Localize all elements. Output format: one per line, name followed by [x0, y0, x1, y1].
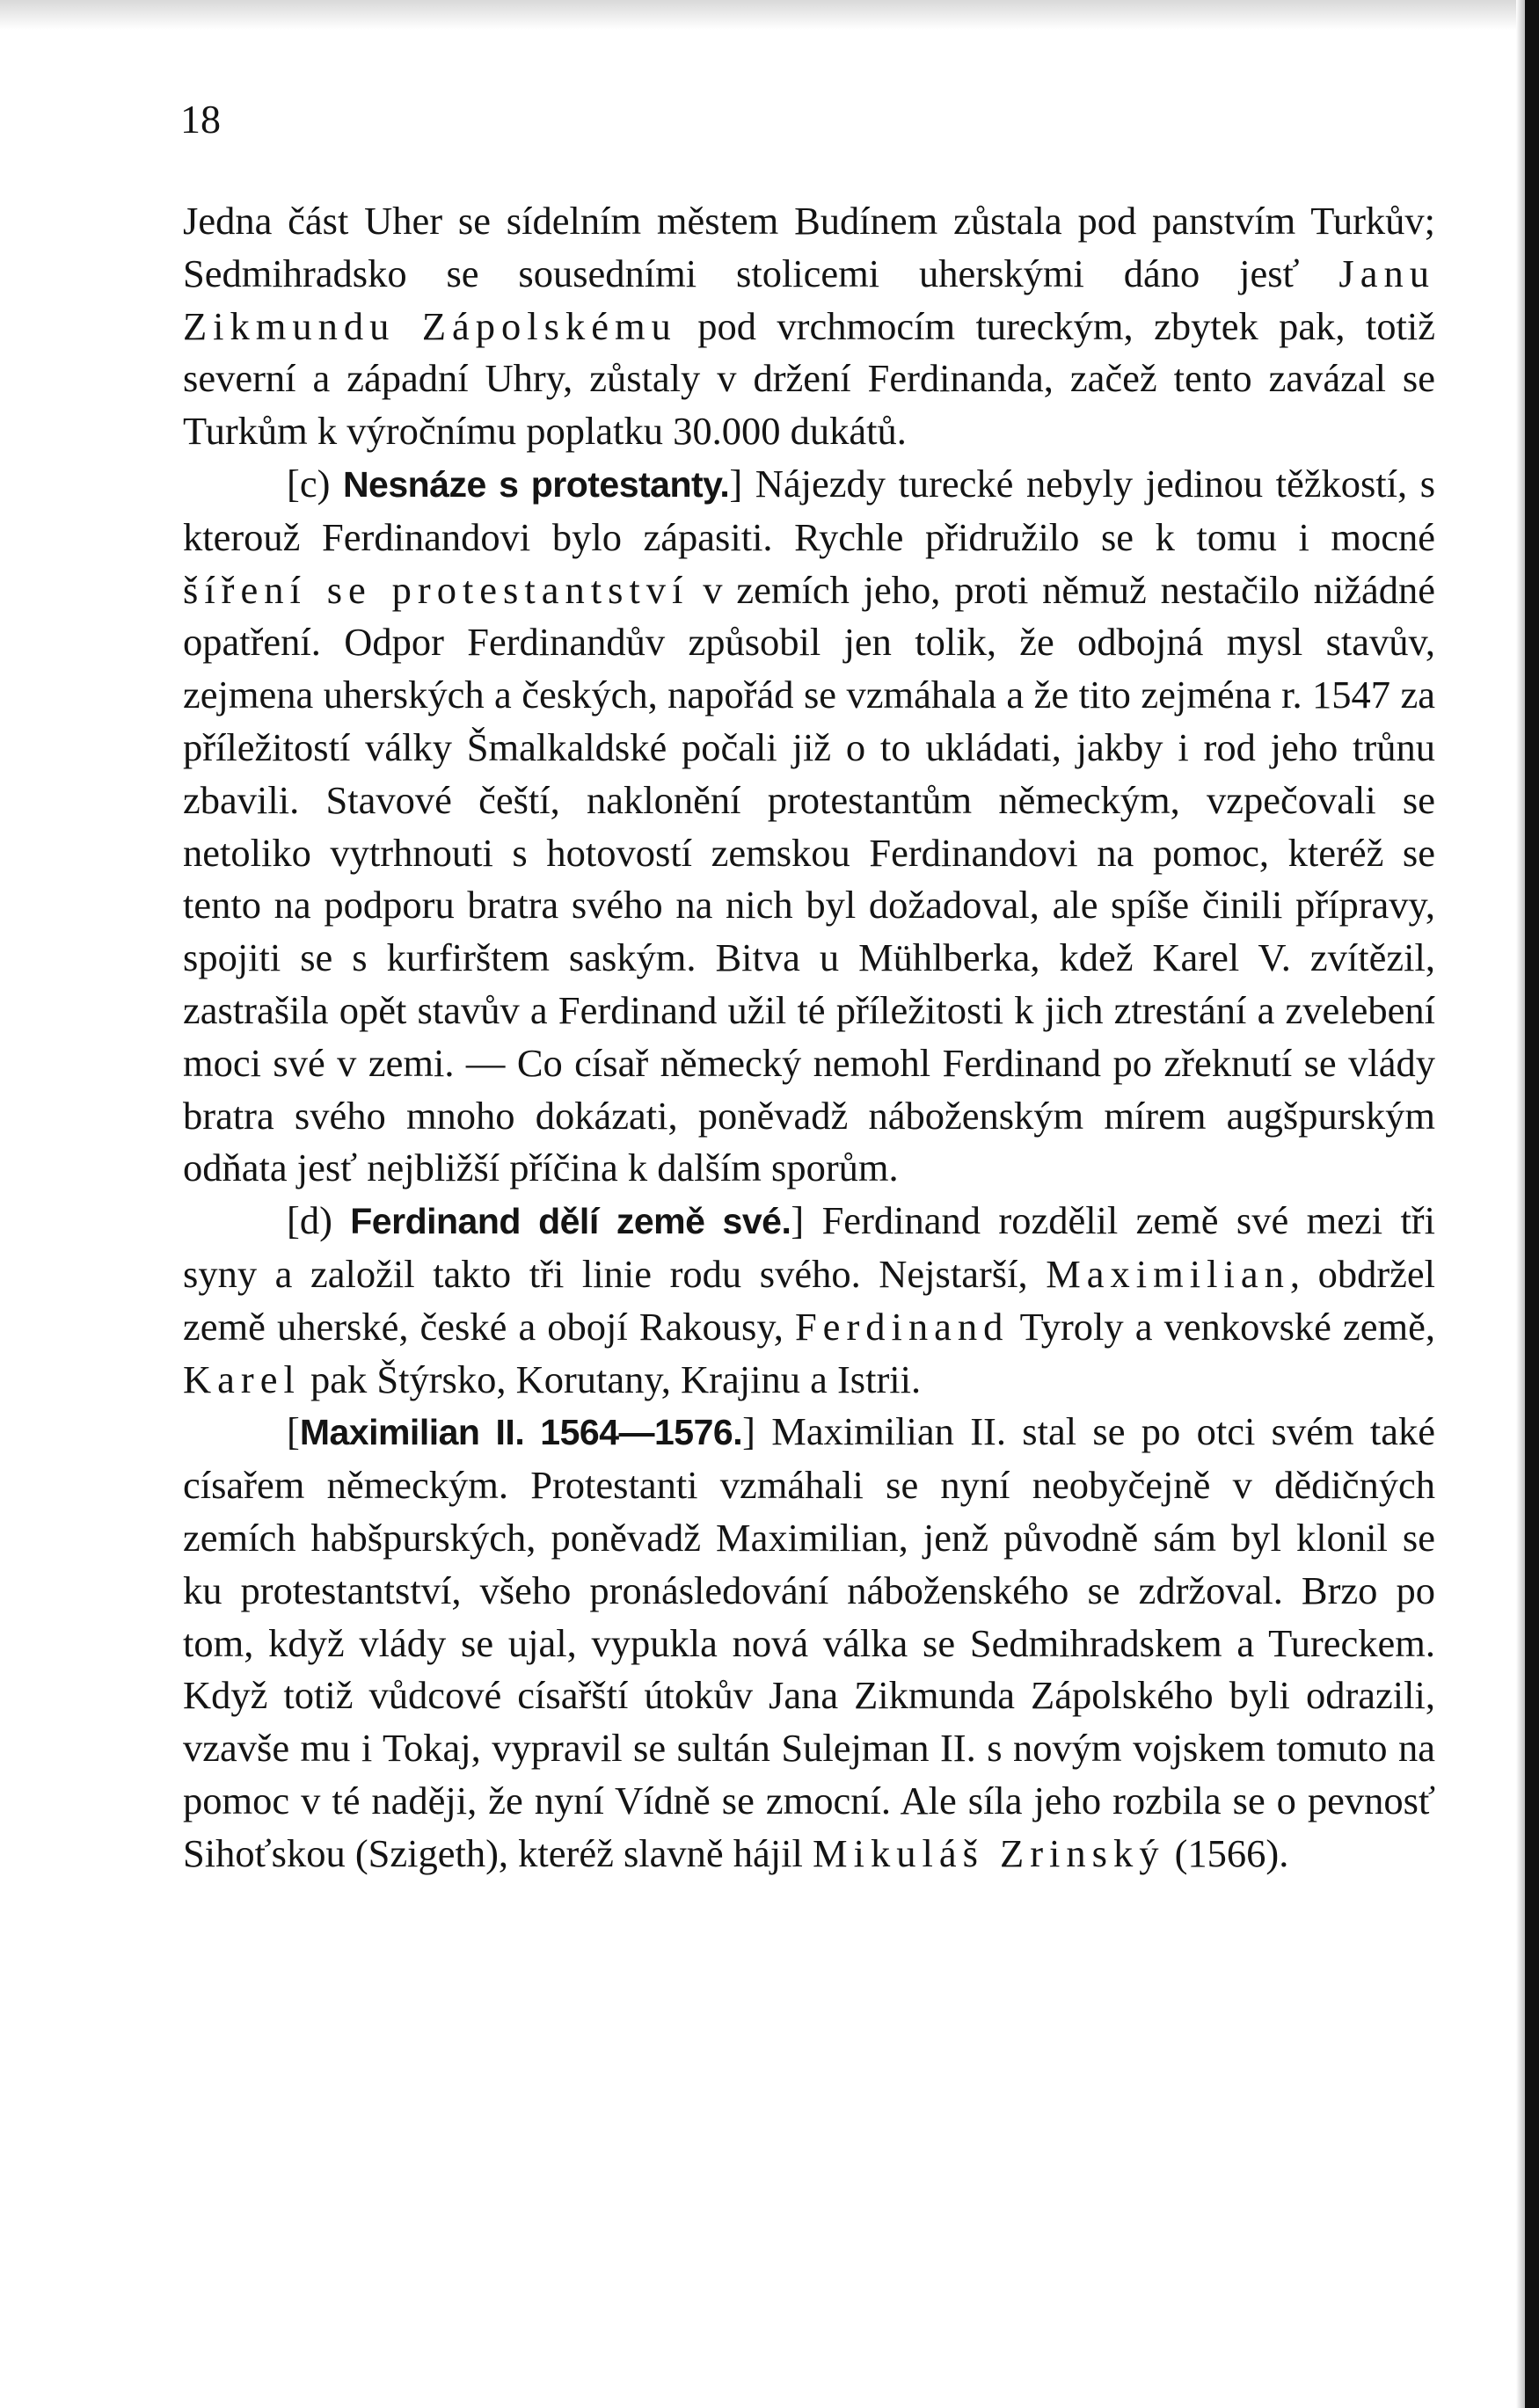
paragraph-text: Maximilian II. stal se po otci svém také císařem německým. Protestanti vzmáhali se nyní neobyčejně v dědičných zemích habšpurských, poněvadž Maximilian, jenž původně sám byl klonil se ku protestantství, všeho pronásledování náboženského se zdržoval. Brzo po tom, když vlády se ujal, vypukla nová válka se Sedmihradskem a Tureckem. Když totiž vůdcové císařští útokův Jana Zikmunda Zápolského byli odrazili, vzavše mu i Tokaj, vypravil se sultán Sulejman II. s novým vojskem tomuto na pomoc v té naději, že nyní Vídně se zmocní. Ale síla jeho rozbila se o pevnosť Sihoťskou (Szigeth), kteréž slavně hájil: [183, 1409, 1436, 1875]
section-heading: Maximilian II. 1564—1576.: [299, 1412, 743, 1453]
paragraph-text: Ferdinand rozdělil země své mezi tři syny a založil takto tři linie rodu svého. Nejstarší,: [183, 1198, 1435, 1296]
paragraph-text: pak Štýrsko, Korutany, Krajinu a Istrii.: [300, 1357, 922, 1401]
section-label-open: [d): [287, 1198, 351, 1243]
section-label-close: ]: [729, 461, 743, 506]
spaced-name: Mikuláš Zrinský: [813, 1830, 1165, 1875]
section-label-open: [: [287, 1409, 300, 1454]
section-label-close: ]: [791, 1198, 805, 1243]
paragraph-text: Tyroly a venkovské země,: [1009, 1304, 1435, 1349]
scan-right-shadow: [1516, 0, 1525, 2408]
section-heading: Nesnáze s protestanty.: [342, 463, 730, 505]
spaced-phrase: šíření se protestantství: [183, 567, 689, 612]
paragraph-text: (1566).: [1164, 1830, 1289, 1875]
paragraph-2: [183, 458, 1435, 1195]
scan-right-edge: [1525, 0, 1539, 2408]
page-number: 18: [180, 97, 221, 142]
paragraph-text: Jedna část Uher se sídelním městem Budínem zůstala pod panstvím Turkův; Sedmihradsko se sousedními stolicemi uherskými dáno jesť: [183, 199, 1435, 295]
spaced-name: Karel: [183, 1357, 301, 1401]
paragraph-text: pod vrchmocím tureckým, zbytek pak, totiž severní a západní Uhry, zůstaly v držení Ferdinanda, začež tento zavázal se Turkům k výročnímu poplatku 30.000 dukátů.: [183, 303, 1435, 454]
section-label-close: ]: [742, 1409, 755, 1454]
section-label-open: [c): [287, 461, 343, 506]
paragraph-text: v zemích jeho, proti němuž nestačilo nižádné opatření. Odpor Ferdinandův způsobil jen tolik, že odbojná mysl stavův, zejmena uherských a českých, napořád se vzmáhala a že tito zejména r. 1547 za příležitostí války Šmalkaldské počali již o to ukládati, jakby i rod jeho trůnu zbavili. Stavové čeští, naklonění protestantům německým, vzpečovali se netoliko vytrhnouti s hotovostí zemskou Ferdinandovi na pomoc, kteréž se tento na podporu bratra svého na nich byl dožadoval, ale spíše činili přípravy, spojiti se s kurfirštem saským. Bitva u Mühlberka, kdež Karel V. zvítězil, zastrašila opět stavův a Ferdinand užil té příležitosti k jich ztrestání a zvelebení moci své v zemi. — Co císař německý nemohl Ferdinand po zřeknutí se vlády bratra svého mnoho dokázati, poněvadž náboženským mírem augšpurským odňata jesť nejbližší příčina k dalším sporům.: [183, 567, 1435, 1190]
spaced-name: Ferdinand: [794, 1304, 1010, 1349]
paragraph-4: [183, 1406, 1435, 1880]
section-heading: Ferdinand dělí země své.: [350, 1201, 791, 1242]
spaced-name: Maximilian: [1046, 1251, 1290, 1296]
spaced-name: Janu Zikmundu Zápolskému: [183, 251, 1435, 348]
scan-top-edge: [0, 0, 1539, 30]
paragraph-3: [183, 1195, 1435, 1406]
paragraph-1: [183, 195, 1435, 458]
paragraph-text: Nájezdy turecké nebyly jedinou těžkostí, s kterouž Ferdinandovi bylo zápasiti. Rychle přidružilo se k tomu i mocné: [183, 461, 1436, 559]
body-text: [183, 195, 1435, 1881]
paragraph-text: , obdržel země uherské, české a obojí Rakousy,: [183, 1251, 1435, 1349]
